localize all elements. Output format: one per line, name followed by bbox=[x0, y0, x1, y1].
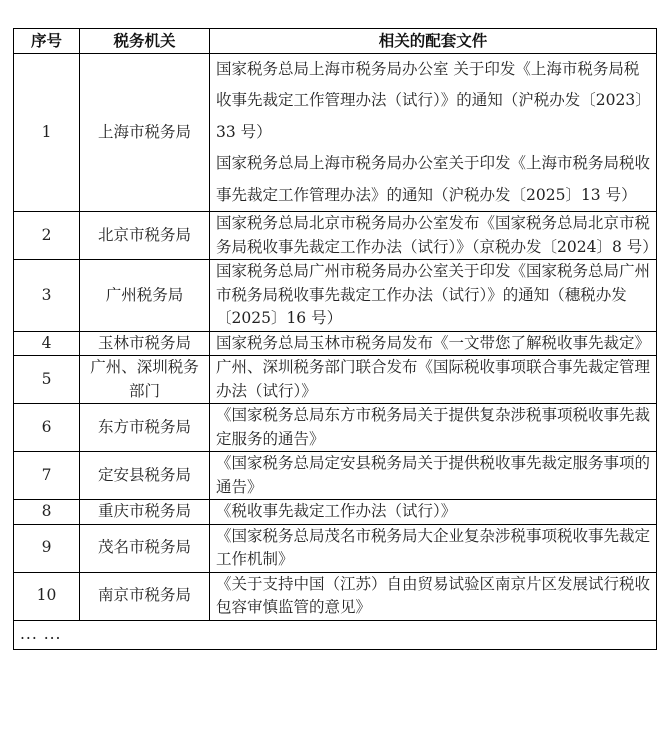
row-authority: 广州税务局 bbox=[80, 260, 210, 332]
header-authority: 税务机关 bbox=[80, 29, 210, 54]
header-number: 序号 bbox=[14, 29, 80, 54]
row-number: 6 bbox=[14, 404, 80, 452]
table-header-row bbox=[14, 29, 657, 54]
row-authority: 上海市税务局 bbox=[80, 53, 210, 212]
table-row bbox=[14, 356, 657, 404]
row-number: 1 bbox=[14, 53, 80, 212]
row-documents bbox=[210, 53, 657, 212]
row-documents: 国家税务总局北京市税务局办公室发布《国家税务总局北京市税务局税收事先裁定工作办法（试行）》（京税办发〔2024〕8 号） bbox=[210, 212, 657, 260]
row-documents: 《税收事先裁定工作办法（试行）》 bbox=[210, 500, 657, 525]
table-row bbox=[14, 260, 657, 332]
row-documents: 《国家税务总局定安县税务局关于提供税收事先裁定服务事项的通告》 bbox=[210, 452, 657, 500]
table-row bbox=[14, 331, 657, 356]
table-row bbox=[14, 572, 657, 620]
row-number: 8 bbox=[14, 500, 80, 525]
row-authority: 南京市税务局 bbox=[80, 572, 210, 620]
row-authority: 东方市税务局 bbox=[80, 404, 210, 452]
row-authority: 定安县税务局 bbox=[80, 452, 210, 500]
row-number: 3 bbox=[14, 260, 80, 332]
row-authority: 北京市税务局 bbox=[80, 212, 210, 260]
tax-rulings-table bbox=[13, 28, 657, 650]
row-number: 5 bbox=[14, 356, 80, 404]
row-authority: 重庆市税务局 bbox=[80, 500, 210, 525]
row-number: 10 bbox=[14, 572, 80, 620]
document-entry: 国家税务总局上海市税务局办公室关于印发《上海市税务局税收事先裁定工作管理办法》的通知（沪税办发〔2025〕13 号） bbox=[216, 154, 651, 204]
row-authority: 玉林市税务局 bbox=[80, 331, 210, 356]
row-number: 9 bbox=[14, 524, 80, 572]
row-documents: 国家税务总局广州市税务局办公室关于印发《国家税务总局广州市税务局税收事先裁定工作办法（试行）》的通知（穗税办发〔2025〕16 号） bbox=[210, 260, 657, 332]
table-row bbox=[14, 524, 657, 572]
row-number: 2 bbox=[14, 212, 80, 260]
row-authority: 茂名市税务局 bbox=[80, 524, 210, 572]
header-documents: 相关的配套文件 bbox=[210, 29, 657, 54]
row-number: 4 bbox=[14, 331, 80, 356]
document-entry: 国家税务总局上海市税务局办公室 关于印发《上海市税务局税收事先裁定工作管理办法（试行）》的通知（沪税办发〔2023〕33 号） bbox=[216, 59, 643, 141]
row-documents: 广州、深圳税务部门联合发布《国际税收事项联合事先裁定管理办法（试行）》 bbox=[210, 356, 657, 404]
table-row bbox=[14, 53, 657, 212]
table-row bbox=[14, 500, 657, 525]
row-number: 7 bbox=[14, 452, 80, 500]
row-documents: 《国家税务总局茂名市税务局大企业复杂涉税事项税收事先裁定工作机制》 bbox=[210, 524, 657, 572]
row-documents: 《关于支持中国（江苏）自由贸易试验区南京片区发展试行税收包容审慎监管的意见》 bbox=[210, 572, 657, 620]
row-documents: 《国家税务总局东方市税务局关于提供复杂涉税事项税收事先裁定服务的通告》 bbox=[210, 404, 657, 452]
table-row bbox=[14, 212, 657, 260]
table-row bbox=[14, 404, 657, 452]
row-authority: 广州、深圳税务部门 bbox=[80, 356, 210, 404]
ellipsis-row bbox=[14, 620, 657, 649]
table-row bbox=[14, 452, 657, 500]
ellipsis-text: ... ... bbox=[14, 620, 657, 649]
row-documents: 国家税务总局玉林市税务局发布《一文带您了解税收事先裁定》 bbox=[210, 331, 657, 356]
